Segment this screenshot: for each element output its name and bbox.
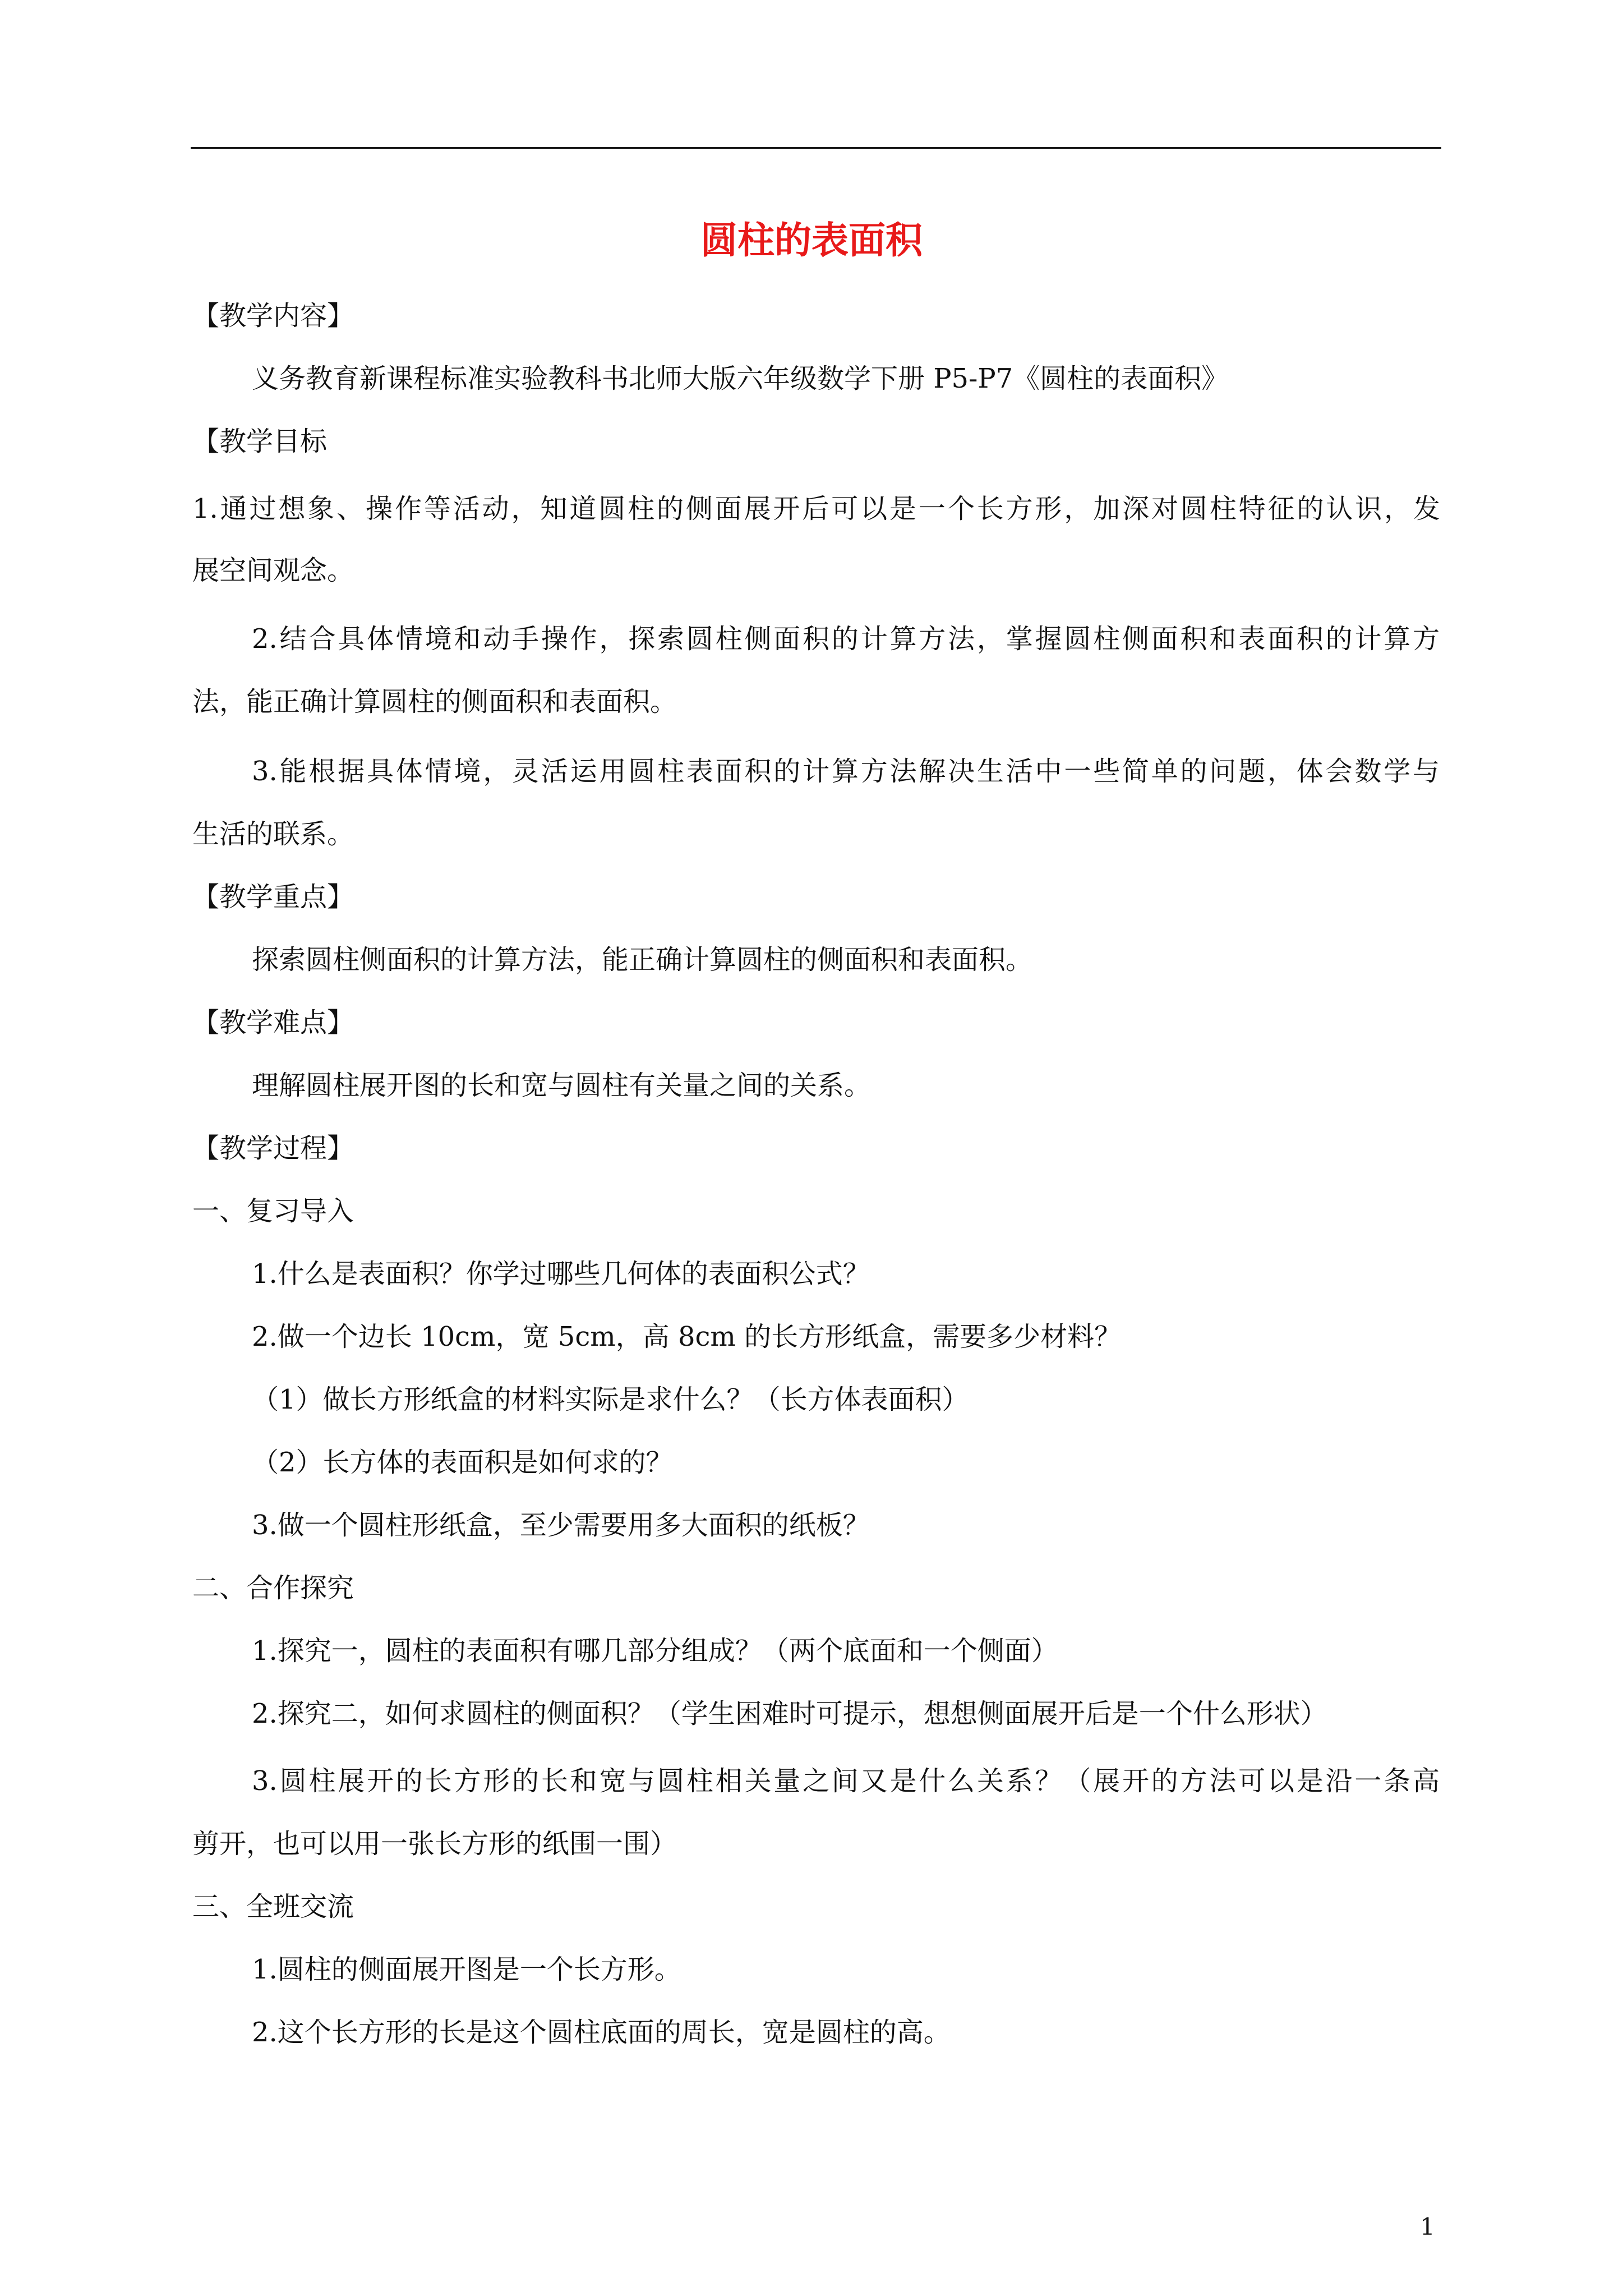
section-3-item-1: 1.圆柱的侧面展开图是一个长方形。 — [252, 1954, 681, 1985]
difficulty-heading: 【教学难点】 — [192, 1007, 354, 1038]
section-1-item-3: 3.做一个圆柱形纸盒，至少需要用多大面积的纸板？ — [252, 1510, 870, 1541]
section-2-item-2: 2.探究二，如何求圆柱的侧面积？（学生困难时可提示，想想侧面展开后是一个什么形状） — [252, 1698, 1327, 1729]
section-1-item-2-sub-1: （1）做长方形纸盒的材料实际是求什么？（长方体表面积） — [252, 1384, 969, 1415]
goal-3-line-1: 3.能根据具体情境，灵活运用圆柱表面积的计算方法解决生活中一些简单的问题，体会数学与 — [252, 756, 1440, 787]
goal-3-line-2: 生活的联系。 — [192, 818, 354, 850]
goal-2-line-1: 2.结合具体情境和动手操作，探索圆柱侧面积的计算方法，掌握圆柱侧面积和表面积的计算方 — [252, 623, 1440, 655]
page-number: 1 — [1420, 2213, 1435, 2240]
content-heading: 【教学内容】 — [192, 300, 354, 332]
key-heading: 【教学重点】 — [192, 881, 354, 913]
document-title: 圆柱的表面积 — [700, 218, 923, 262]
section-2-item-3-line-1: 3.圆柱展开的长方形的长和宽与圆柱相关量之间又是什么关系？（展开的方法可以是沿一条高 — [252, 1765, 1440, 1797]
header-rule — [191, 147, 1441, 149]
section-3-heading: 三、全班交流 — [192, 1891, 354, 1922]
goals-heading: 【教学目标 — [192, 426, 328, 457]
section-1-item-1: 1.什么是表面积？你学过哪些几何体的表面积公式？ — [252, 1258, 870, 1290]
difficulty-text: 理解圆柱展开图的长和宽与圆柱有关量之间的关系。 — [252, 1070, 872, 1101]
section-2-heading: 二、合作探究 — [192, 1572, 354, 1604]
process-heading: 【教学过程】 — [192, 1133, 354, 1164]
key-text: 探索圆柱侧面积的计算方法，能正确计算圆柱的侧面积和表面积。 — [252, 944, 1033, 976]
section-1-item-2-sub-2: （2）长方体的表面积是如何求的？ — [252, 1447, 673, 1478]
section-2-item-1: 1.探究一，圆柱的表面积有哪几部分组成？（两个底面和一个侧面） — [252, 1635, 1058, 1667]
content-text: 义务教育新课程标准实验教科书北师大版六年级数学下册 P5-P7《圆柱的表面积》 — [252, 363, 1229, 394]
section-3-item-2: 2.这个长方形的长是这个圆柱底面的周长，宽是圆柱的高。 — [252, 2017, 951, 2048]
goal-1-line-2: 展空间观念。 — [192, 555, 354, 586]
section-2-item-3-line-2: 剪开，也可以用一张长方形的纸围一围） — [192, 1828, 677, 1860]
goal-2-line-2: 法，能正确计算圆柱的侧面积和表面积。 — [192, 686, 677, 717]
section-1-item-2: 2.做一个边长 10cm，宽 5cm，高 8cm 的长方形纸盒，需要多少材料？ — [252, 1321, 1122, 1352]
section-1-heading: 一、复习导入 — [192, 1195, 354, 1227]
goal-1-line-1: 1.通过想象、操作等活动，知道圆柱的侧面展开后可以是一个长方形，加深对圆柱特征的认识，发 — [192, 493, 1440, 524]
